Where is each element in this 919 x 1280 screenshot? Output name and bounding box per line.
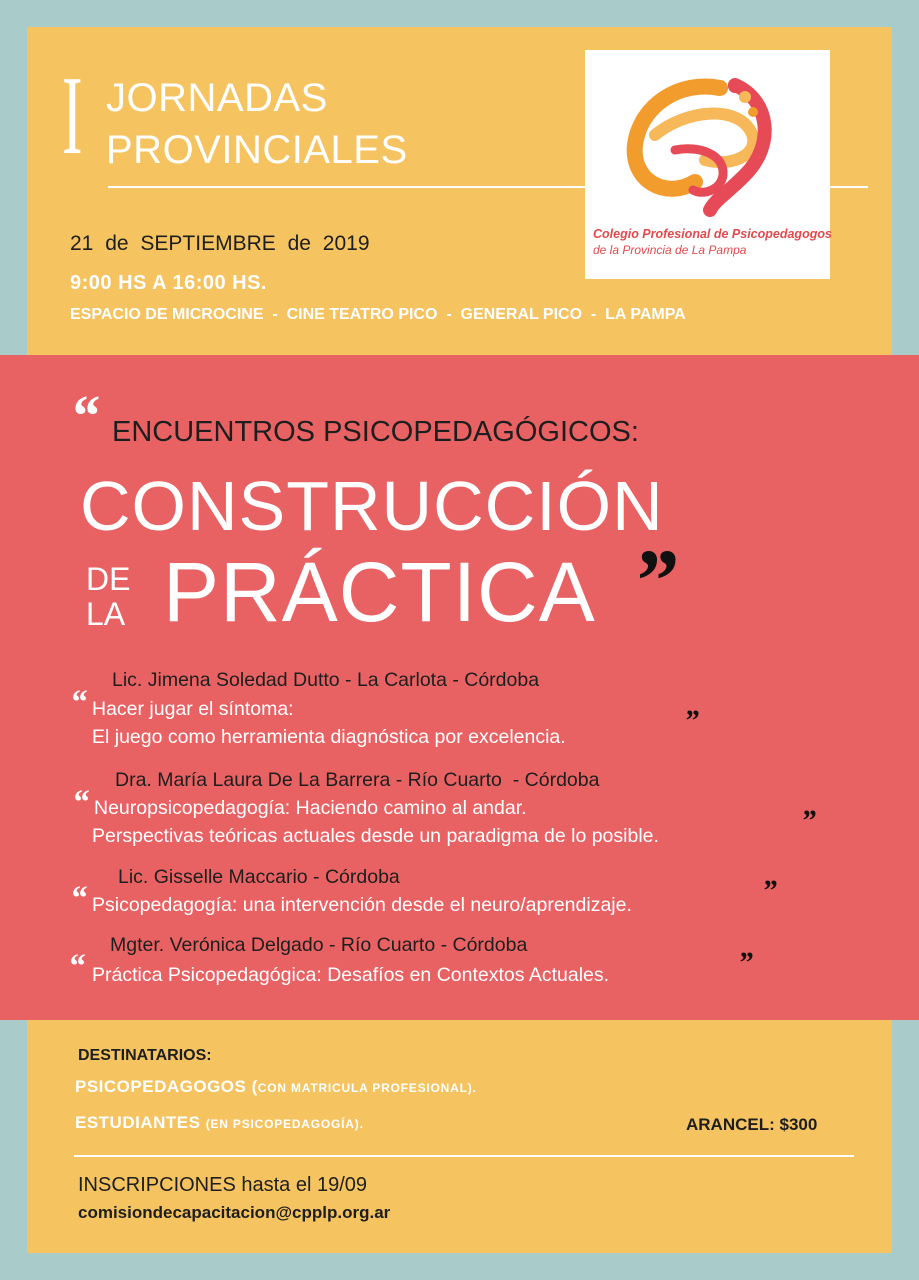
- open-quote-icon: “: [70, 383, 99, 448]
- audience-students-main: ESTUDIANTES: [75, 1113, 206, 1132]
- edition-numeral: I: [62, 54, 83, 178]
- close-quote-icon: ”: [738, 946, 753, 979]
- logo-name: Colegio Profesional de Psicopedagogos: [593, 227, 832, 241]
- inscripciones-deadline: INSCRIPCIONES hasta el 19/09: [78, 1174, 368, 1196]
- logo-subtitle: de la Provincia de La Pampa: [593, 243, 747, 257]
- event-time: 9:00 HS A 16:00 HS.: [70, 272, 267, 294]
- talk-4-line-1: Práctica Psicopedagógica: Desafíos en Contextos Actuales.: [92, 964, 610, 986]
- arancel-fee: ARANCEL: $300: [686, 1115, 818, 1134]
- talk-2-line-1: Neuropsicopedagogía: Haciendo camino al andar.: [94, 797, 527, 819]
- audience-professionals: [75, 1077, 477, 1097]
- close-quote-icon: ”: [801, 804, 816, 837]
- destinatarios-label: DESTINATARIOS:: [78, 1047, 212, 1064]
- main-title-de: DE: [86, 561, 131, 597]
- event-venue: ESPACIO DE MICROCINE - CINE TEATRO PICO - GENERAL PICO - LA PAMPA: [70, 306, 686, 323]
- main-title-la: LA: [86, 596, 126, 632]
- footer-divider: [74, 1155, 854, 1157]
- event-title-line1: JORNADAS: [106, 76, 328, 120]
- open-quote-icon: “: [68, 948, 85, 985]
- close-quote-icon: ”: [762, 874, 777, 907]
- main-title-practica: PRÁCTICA: [163, 545, 596, 639]
- audience-professionals-note: CON MATRICULA PROFESIONAL).: [257, 1081, 477, 1095]
- audience-students-note: (EN PSICOPEDAGOGÍA).: [205, 1117, 364, 1131]
- encuentros-subtitle: ENCUENTROS PSICOPEDAGÓGICOS:: [112, 416, 639, 448]
- event-date: 21 de SEPTIEMBRE de 2019: [70, 232, 370, 255]
- contact-email[interactable]: comisiondecapacitacion@cpplp.org.ar: [78, 1203, 391, 1222]
- close-quote-icon: ”: [632, 532, 677, 631]
- open-quote-icon: “: [70, 684, 87, 721]
- event-title-line2: PROVINCIALES: [106, 128, 408, 172]
- speaker-1: Lic. Jimena Soledad Dutto - La Carlota - Córdoba: [112, 669, 540, 691]
- speaker-2: Dra. María Laura De La Barrera - Río Cuarto - Córdoba: [115, 769, 600, 791]
- main-title-construccion: CONSTRUCCIÓN: [80, 467, 664, 545]
- open-quote-icon: “: [70, 880, 87, 917]
- audience-students: [75, 1113, 364, 1133]
- talk-3-line-1: Psicopedagogía: una intervención desde el neuro/aprendizaje.: [92, 894, 632, 916]
- talk-1-line-2: El juego como herramienta diagnóstica por excelencia.: [92, 726, 566, 748]
- talk-2-line-2: Perspectivas teóricas actuales desde un paradigma de lo posible.: [92, 825, 659, 847]
- open-quote-icon: “: [72, 784, 89, 821]
- talk-1-line-1: Hacer jugar el síntoma:: [92, 698, 294, 720]
- speaker-3: Lic. Gisselle Maccario - Córdoba: [118, 866, 400, 888]
- close-quote-icon: ”: [684, 704, 699, 737]
- speaker-4: Mgter. Verónica Delgado - Río Cuarto - Córdoba: [110, 934, 528, 956]
- audience-professionals-main: PSICOPEDAGOGOS (: [75, 1077, 258, 1096]
